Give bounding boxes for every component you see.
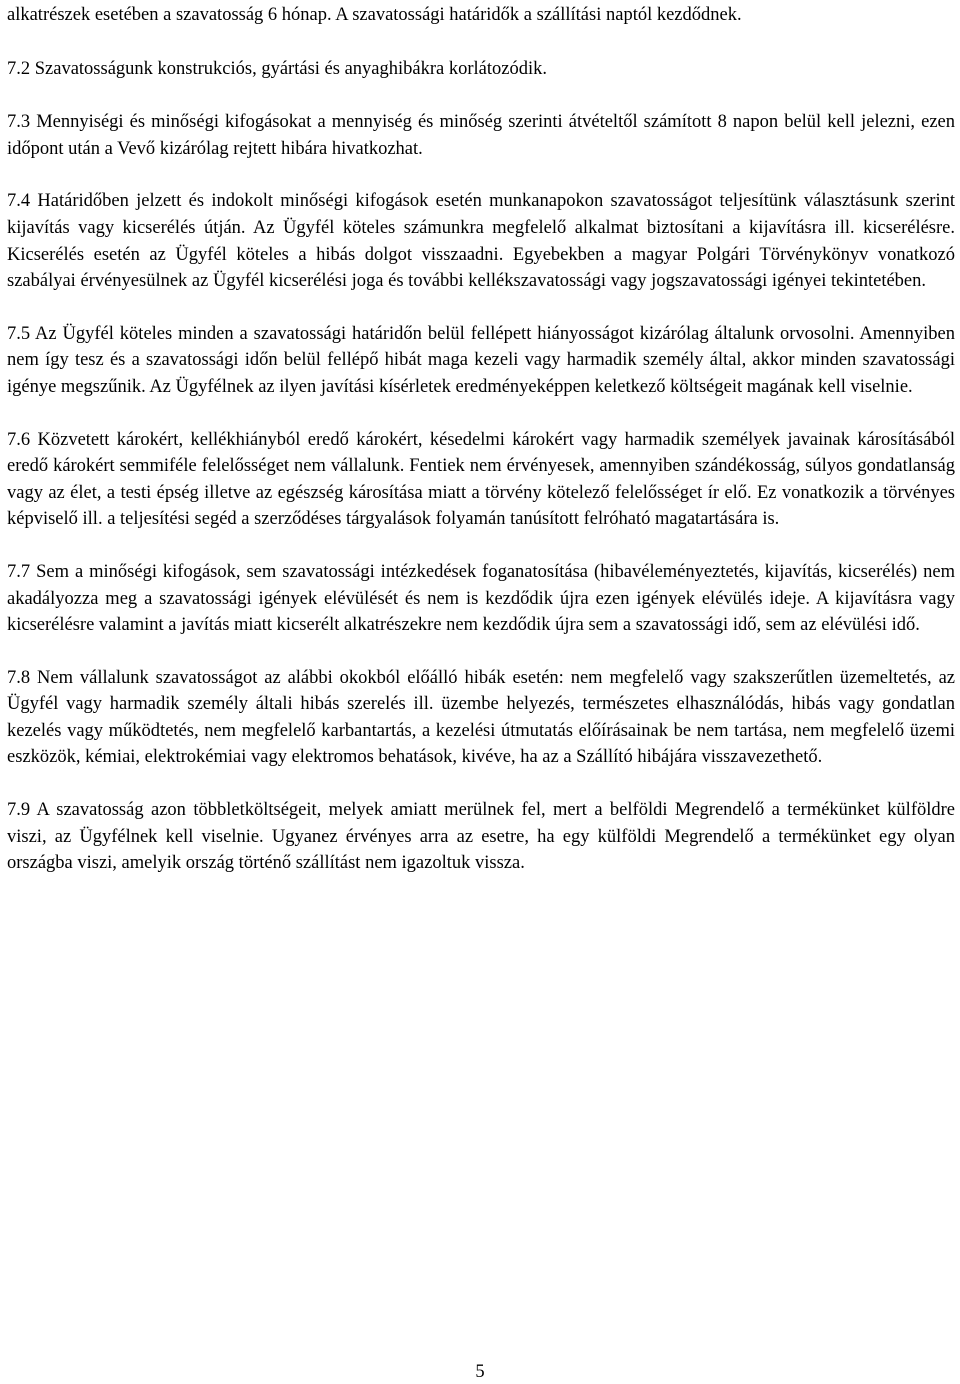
paragraph-7-6: 7.6 Közvetett károkért, kellékhiányból eredő károkért, késedelmi károkért vagy harmadik személyek javainak károsításából eredő károkért semmiféle felelősséget nem vállalunk. Fentiek nem érvényesek, amennyiben szándékosság, súlyos gondatlanság vagy az élet, a testi épség illetve az egészség károsítása miatt a törvény kötelező felelősséget ír elő. Ez vonatkozik a törvényes képviselő ill. a teljesítési segéd a szerződéses tárgyalások folyamán tanúsított felróható magatartására is. [7,429,955,530]
paragraph-7-7: 7.7 Sem a minőségi kifogások, sem szavatossági intézkedések foganatosítása (hibavéleményeztetés, kijavítás, kicserélés) nem akadályozza meg a szavatossági igények elévülését és nem is kezdődik újra ezen igények elévülés ideje. A kijavításra vagy kicserélésre valamint a javítás miatt kicserélt alkatrészekre nem kezdődik újra sem a szavatossági idő, sem az elévülési idő. [7,561,955,636]
paragraph-7-8: 7.8 Nem vállalunk szavatosságot az alábbi okokból előálló hibák esetén: nem megfelelő vagy szakszerűtlen üzemeltetés, az Ügyfél vagy harmadik személy általi hibás szerelés ill. üzembe helyezés, természetes elhasználódás, hibás vagy gondatlan kezelés vagy működtetés, nem megfelelő karbantartás, a kezelési útmutatás előírásainak be nem tartása, nem megfelelő üzemi eszközök, kémiai, elektrokémiai vagy elektromos behatások, kivéve, ha az a Szállító hibájára visszavezethető. [7,667,955,768]
paragraph-7-4: 7.4 Határidőben jelzett és indokolt minőségi kifogások esetén munkanapokon szavatosságot teljesítünk választásunk szerint kijavítás vagy kicserélés útján. Az Ügyfél köteles számunkra megfelelő alkalmat biztosítani a kijavításra ill. kicserélésre. Kicserélés esetén az Ügyfél köteles a hibás dolgot visszaadni. Egyebekben a magyar Polgári Törvénykönyv vonatkozó szabályai érvényesülnek az Ügyfél kicserélési joga és további kellékszavatossági vagy jogszavatossági igényei tekintetében. [7,191,955,292]
page-number: 5 [475,1362,485,1382]
paragraph-7-3: 7.3 Mennyiségi és minőségi kifogásokat a mennyiség és minőség szerinti átvételtől számított 8 napon belül kell jelezni, ezen időpont után a Vevő kizárólag rejtett hibára hivatkozhat. [7,112,955,159]
document-page [7,0,955,877]
paragraph-7-5: 7.5 Az Ügyfél köteles minden a szavatossági határidőn belül fellépett hiányosságot kizárólag általunk orvosolni. Amennyiben nem így tesz és a szavatossági időn belül fellépő hibát maga kezeli vagy harmadik személy által, akkor minden szavatossági igénye megszűnik. Az Ügyfélnek az ilyen javítási kísérletek eredményeképpen keletkező költségeit magának kell viselnie. [7,323,955,397]
paragraph-7-2: 7.2 Szavatosságunk konstrukciós, gyártási és anyaghibákra korlátozódik. [7,58,547,79]
paragraph-7-9: 7.9 A szavatosság azon többletköltségeit, melyek amiatt merülnek fel, mert a belföldi Megrendelő a termékünket külföldre viszi, az Ügyfélnek kell viselnie. Ugyanez érvényes arra az esetre, ha egy külföldi Megrendelő a termékünket egy olyan országba viszi, amelyik ország történő szállítást nem igazoltuk vissza. [7,800,955,874]
intro-paragraph: alkatrészek esetében a szavatosság 6 hónap. A szavatossági határidők a szállítási naptól kezdődnek. [7,5,742,25]
